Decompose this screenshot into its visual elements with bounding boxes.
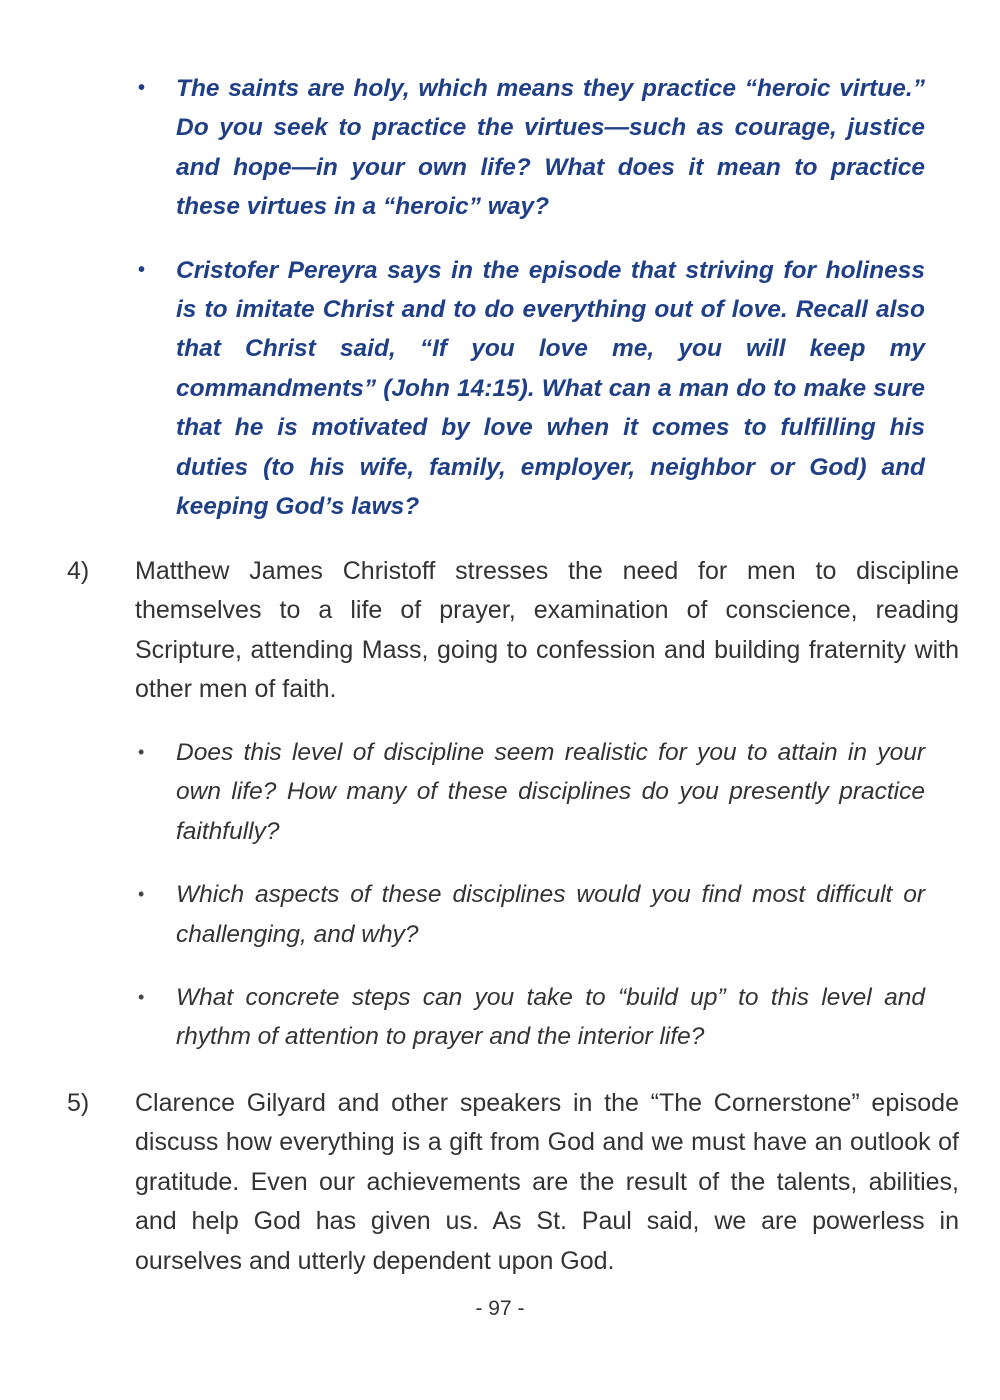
bullet-text: Which aspects of these disciplines would you find most difficult or challenging, and why? (176, 881, 925, 948)
question-4-bullets (138, 733, 925, 1081)
list-item (138, 69, 925, 227)
list-item (138, 733, 925, 851)
bullet-icon: • (138, 884, 145, 905)
bullet-icon: • (138, 742, 145, 762)
list-item (138, 875, 925, 954)
bullet-text: Cristofer Pereyra says in the episode that striving for holiness is to imitate Christ and to do everything out of love. Recall also that Christ said, “If you love me, you will keep my commandments” (John 14:15). What can a man do to make sure that he is motivated by love when it comes to fulfilling his duties (to his wife, family, employer, neighbor or God) and keeping God’s laws? (176, 256, 925, 521)
question-text: Matthew James Christoff stresses the need for men to discipline themselves to a life of prayer, examination of conscience, reading Scripture, attending Mass, going to confession and building fraternity with other men of faith. (135, 557, 959, 704)
question-number: 5) (67, 1089, 90, 1117)
bullet-text: What concrete steps can you take to “build up” to this level and rhythm of attention to prayer and the interior life? (176, 984, 925, 1051)
bullet-icon: • (138, 987, 145, 1008)
question-number: 4) (67, 557, 90, 585)
question-text: Clarence Gilyard and other speakers in the “The Cornerstone” episode discuss how everything is a gift from God and we must have an outlook of gratitude. Even our achievements are the result of the talents, abilities, and help God has given us. As St. Paul said, we are powerless in ourselves and utterly dependent upon God. (135, 1089, 959, 1275)
question-5 (67, 1084, 959, 1281)
bullet-text: Does this level of discipline seem realistic for you to attain in your own life? How many of these disciplines do you presently practice faithfully? (176, 739, 925, 845)
discussion-bullets-blue (138, 69, 925, 550)
list-item (138, 251, 925, 527)
bullet-icon: • (138, 258, 146, 281)
question-4 (67, 552, 959, 710)
bullet-icon: • (138, 77, 146, 99)
bullet-text: The saints are holy, which means they practice “heroic virtue.” Do you seek to practice the virtues—such as courage, justice and hope—in your own life? What does it mean to practice these virtues in a “heroic” way? (176, 75, 925, 221)
list-item (138, 978, 925, 1057)
page-number: - 97 - (475, 1297, 525, 1320)
